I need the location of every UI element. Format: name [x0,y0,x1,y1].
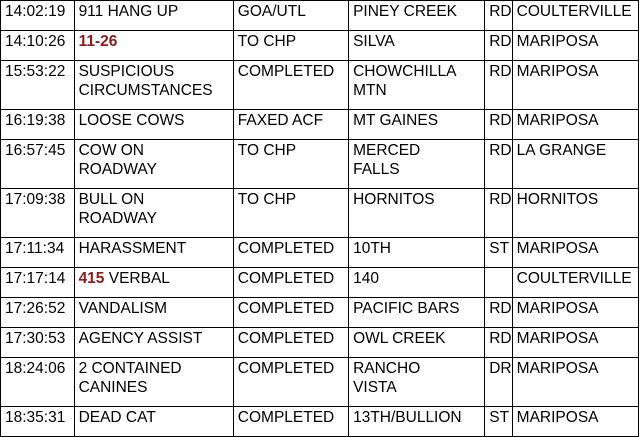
street-suffix-cell: RD [485,140,512,189]
call-type-cell [74,189,233,238]
street-suffix-cell: RD [485,110,512,140]
street-cell: 10TH [349,238,485,268]
call-type-cell [74,298,233,328]
time-cell: 15:53:22 [1,61,75,110]
call-type-cell [74,407,233,437]
call-type-text: VERBAL [104,270,170,287]
street-suffix-cell: ST [485,238,512,268]
street-cell: OWL CREEK [349,328,485,358]
call-type-cell [74,61,233,110]
disposition-cell: COMPLETED [233,407,348,437]
disposition-cell: COMPLETED [233,268,348,298]
street-suffix-cell: RD [485,189,512,238]
city-cell: MARIPOSA [512,31,638,61]
disposition-cell: COMPLETED [233,61,348,110]
disposition-cell: COMPLETED [233,358,348,407]
table-row [1,61,639,110]
city-cell: MARIPOSA [512,407,638,437]
time-cell: 17:11:34 [1,238,75,268]
call-type-text: VANDALISM [78,300,167,317]
table-row [1,189,639,238]
street-cell: MT GAINES [349,110,485,140]
street-suffix-cell: RD [485,328,512,358]
time-cell: 16:57:45 [1,140,75,189]
time-cell: 18:35:31 [1,407,75,437]
table-row [1,298,639,328]
disposition-cell: COMPLETED [233,238,348,268]
city-cell: MARIPOSA [512,238,638,268]
table-row [1,1,639,31]
street-cell: RANCHO VISTA [349,358,485,407]
street-suffix-cell: RD [485,31,512,61]
table-row [1,238,639,268]
city-cell: MARIPOSA [512,110,638,140]
disposition-cell: COMPLETED [233,328,348,358]
disposition-cell: COMPLETED [233,298,348,328]
table-row [1,110,639,140]
city-cell: LA GRANGE [512,140,638,189]
street-cell: 140 [349,268,485,298]
call-type-text: LOOSE COWS [78,112,185,129]
call-type-cell [74,268,233,298]
time-cell: 18:24:06 [1,358,75,407]
street-suffix-cell: RD [485,1,512,31]
street-suffix-cell: DR [485,358,512,407]
street-cell: MERCED FALLS [349,140,485,189]
table-row [1,328,639,358]
call-type-cell [74,238,233,268]
call-code: 415 [78,270,105,287]
street-cell: SILVA [349,31,485,61]
call-type-cell [74,358,233,407]
city-cell: MARIPOSA [512,298,638,328]
time-cell: 17:30:53 [1,328,75,358]
street-cell: 13TH/BULLION [349,407,485,437]
street-suffix-cell: RD [485,298,512,328]
call-type-text: 2 CONTAINED CANINES [78,360,182,396]
time-cell: 17:17:14 [1,268,75,298]
street-cell: PINEY CREEK [349,1,485,31]
city-cell: MARIPOSA [512,328,638,358]
call-type-cell [74,31,233,61]
call-type-text: DEAD CAT [78,409,156,426]
city-cell: MARIPOSA [512,358,638,407]
call-type-cell [74,140,233,189]
time-cell: 14:10:26 [1,31,75,61]
call-type-text: AGENCY ASSIST [78,330,203,347]
disposition-cell: TO CHP [233,31,348,61]
table-row [1,358,639,407]
disposition-cell: GOA/UTL [233,1,348,31]
call-type-text: BULL ON ROADWAY [78,191,157,227]
street-cell: CHOWCHILLA MTN [349,61,485,110]
call-type-cell [74,328,233,358]
time-cell: 17:09:38 [1,189,75,238]
street-suffix-cell: ST [485,407,512,437]
table-row [1,407,639,437]
call-log-body [1,1,639,437]
table-row [1,140,639,189]
call-type-text: HARASSMENT [78,240,187,257]
disposition-cell: TO CHP [233,140,348,189]
time-cell: 17:26:52 [1,298,75,328]
call-type-cell [74,110,233,140]
call-type-text: SUSPICIOUS CIRCUMSTANCES [78,63,213,99]
city-cell: COULTERVILLE [512,268,638,298]
street-suffix-cell: RD [485,61,512,110]
call-type-text: 911 HANG UP [78,3,179,20]
call-type-cell [74,1,233,31]
disposition-cell: FAXED ACF [233,110,348,140]
time-cell: 16:19:38 [1,110,75,140]
call-code: 11-26 [78,33,118,50]
table-row [1,31,639,61]
disposition-cell: TO CHP [233,189,348,238]
city-cell: HORNITOS [512,189,638,238]
street-cell: HORNITOS [349,189,485,238]
street-suffix-cell [485,268,512,298]
street-cell: PACIFIC BARS [349,298,485,328]
city-cell: COULTERVILLE [512,1,638,31]
table-row [1,268,639,298]
city-cell: MARIPOSA [512,61,638,110]
time-cell: 14:02:19 [1,1,75,31]
call-type-text: COW ON ROADWAY [78,142,157,178]
